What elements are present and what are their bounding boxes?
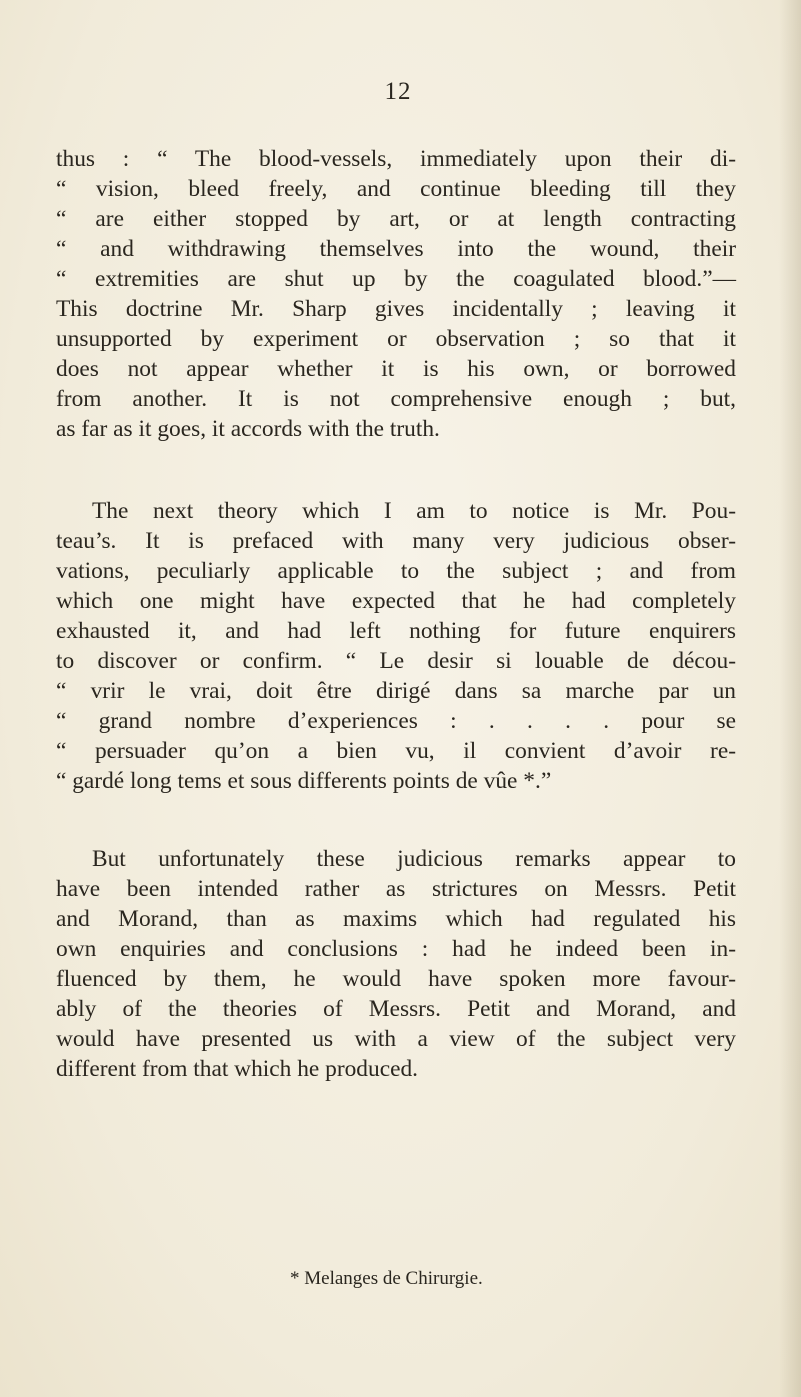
text-line: fluenced by them, he would have spoken more favour-	[56, 966, 736, 992]
text-line: “ persuader qu’on a bien vu, il convient d’avoir re-	[56, 738, 736, 764]
text-line: from another. It is not comprehensive enough ; but,	[56, 386, 736, 412]
text-line: exhausted it, and had left nothing for future enquirers	[56, 618, 736, 644]
text-line: The next theory which I am to notice is Mr. Pou-	[92, 498, 736, 524]
page-edge-shadow	[779, 0, 801, 1397]
text-line: But unfortunately these judicious remarks appear to	[92, 846, 736, 872]
text-line: “ are either stopped by art, or at length contracting	[56, 206, 736, 232]
text-line: ably of the theories of Messrs. Petit and Morand, and	[56, 996, 736, 1022]
text-line: vations, peculiarly applicable to the subject ; and from	[56, 558, 736, 584]
text-line: as far as it goes, it accords with the truth.	[56, 416, 440, 442]
text-line: different from that which he produced.	[56, 1056, 418, 1082]
text-line: would have presented us with a view of the subject very	[56, 1026, 736, 1052]
text-line: unsupported by experiment or observation ; so that it	[56, 326, 736, 352]
text-line: “ vision, bleed freely, and continue bleeding till they	[56, 176, 736, 202]
text-line: which one might have expected that he had completely	[56, 588, 736, 614]
text-line: teau’s. It is prefaced with many very judicious obser-	[56, 528, 736, 554]
text-line: “ grand nombre d’experiences : . . . . pour se	[56, 708, 736, 734]
text-line: and Morand, than as maxims which had regulated his	[56, 906, 736, 932]
text-line: does not appear whether it is his own, or borrowed	[56, 356, 736, 382]
text-line: “ gardé long tems et sous differents points de vûe *.”	[56, 768, 552, 794]
page-number: 12	[384, 78, 412, 105]
text-line: to discover or confirm. “ Le desir si louable de décou-	[56, 648, 736, 674]
text-line: “ vrir le vrai, doit être dirigé dans sa marche par un	[56, 678, 736, 704]
text-line: thus : “ The blood-vessels, immediately upon their di-	[56, 146, 736, 172]
text-line: have been intended rather as strictures on Messrs. Petit	[56, 876, 736, 902]
text-line: own enquiries and conclusions : had he indeed been in-	[56, 936, 736, 962]
footnote: * Melanges de Chirurgie.	[290, 1268, 483, 1289]
text-line: “ extremities are shut up by the coagulated blood.”—	[56, 266, 736, 292]
text-line: “ and withdrawing themselves into the wound, their	[56, 236, 736, 262]
text-line: This doctrine Mr. Sharp gives incidentally ; leaving it	[56, 296, 736, 322]
